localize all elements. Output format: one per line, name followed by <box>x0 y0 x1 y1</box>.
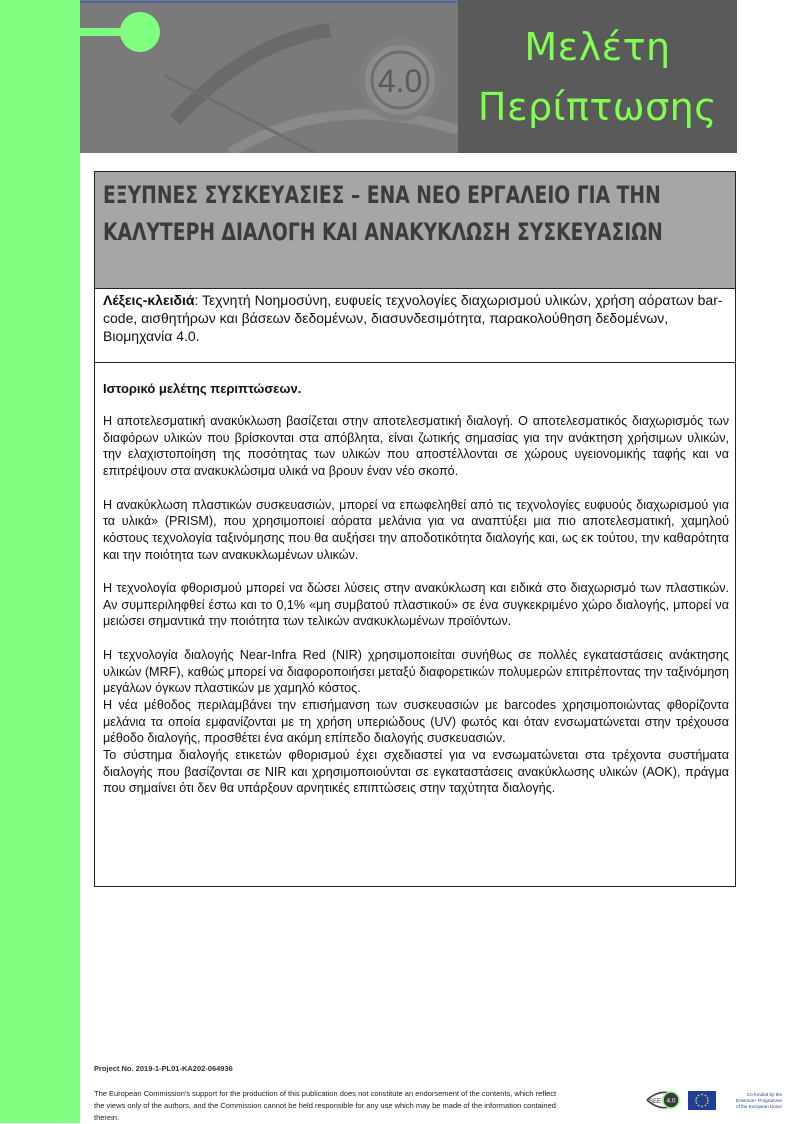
keywords-box <box>94 289 736 363</box>
paragraph-2: Η ανακύκλωση πλαστικών συσκευασιών, μπορεί να επωφεληθεί από τις τεχνολογίες ευφυούς διαχωρισμού για τα υλικά» (PRISM), που χρησιμοποιεί αόρατα μελάνια για να αναπτύξει μια πιο αποτελεσματική, χαμηλού κόστους τεχνολογία ταξινόμησης που θα αυξήσει την αποδοτικότητα διαλογής και, ως εκ τούτου, την καθαρότητα και την ποιότητα των ανακυκλωμένων υλικών. <box>103 497 729 562</box>
header-title-line2: Περίπτωσης <box>477 84 718 129</box>
eu-text-line3: of the European Union <box>736 1104 782 1109</box>
paragraph-1: Η αποτελεσματική ανακύκλωση βασίζεται στην αποτελεσματική διαλογή. Ο αποτελεσματικός διαχωρισμός των διαφόρων υλικών που βρίσκονται στα απόβλητα, είναι ζωτικής σημασίας για την ανάκτηση χρήσιμων υλικών, την ελαχιστοποίηση της ποσότητας των υλικών που αποστέλλονται σε χώρους υγειονομικής ταφής και να επιτρέψουν στα ανακυκλώσιμα υλικά να βρουν έναν νέο σκοπό. <box>103 414 729 479</box>
paragraph-4: Η τεχνολογία διαλογής Near-Infra Red (NIR) χρησιμοποιείται συνήθως σε πολλές εγκαταστάσεις ανάκτησης υλικών (MRF), καθώς μπορεί να διαφοροποιήσει μεταξύ διαφορετικών πολυμερών επιτρέποντας την ταξινόμηση μεγάλων όγκων πλαστικών με χαμηλό κόστος. <box>103 647 729 696</box>
keywords-label: Λέξεις-κλειδιά <box>103 292 195 308</box>
paragraph-5: Η νέα μέθοδος περιλαμβάνει την επισήμανση των συσκευασιών με barcodes χρησιμοποιώντας φθορίζοντα μελάνια τα οποία εμφανίζονται με τη χρήση υπεριώδους (UV) φωτός και όταν ενσωματώνεται στην τρέχουσα μέθοδο διαλογής, προσθέτει ένα ακόμη επίπεδο διαλογής συσκευασιών. <box>103 697 729 746</box>
section-heading: Ιστορικό μελέτης περιπτώσεων. <box>103 381 302 396</box>
paragraph-3: Η τεχνολογία φθορισμού μπορεί να δώσει λύσεις στην ανακύκλωση και ειδικά στο διαχωρισμό των πλαστικών. Αν συμπεριληφθεί έστω και το 0,1% «μη συμβατού πλαστικού» σε ένα συγκεκριμένο χώρο διαλογής, μπορεί να μειώσει σημαντικά την ποιότητα των τελικών ανακυκλωμένων προϊόντων. <box>103 581 729 629</box>
paragraph-6: Το σύστημα διαλογής ετικετών φθορισμού έχει σχεδιαστεί για να ενσωματώνεται στα τρέχοντα συστήματα διαλογής που βασίζονται σε NIR και χρησιμοποιούνται σε εγκαταστάσεις ανακύκλωσης υλικών (ΑΟΚ), πράγμα που σημαίνει ότι δεν θα υπάρξουν αρνητικές επιπτώσεις στην ταχύτητα διαλογής. <box>103 748 729 796</box>
case-study-body <box>94 363 736 887</box>
case-study-title <box>103 177 727 251</box>
header-title-line1: Μελέτη <box>524 24 671 69</box>
header-badge-text: 4.0 <box>377 63 423 99</box>
header-title <box>458 0 737 153</box>
eu-erasmus-logo <box>688 1090 784 1112</box>
page-header-banner <box>80 0 737 153</box>
case-study-title-box <box>94 171 736 289</box>
industry-eye-graphic <box>80 0 458 153</box>
keywords-text: : Τεχνητή Νοημοσύνη, ευφυείς τεχνολογίες διαχωρισμού υλικών, χρήση αόρατων bar-code, αισθητήρων και βάσεων δεδομένων, διασυνδεσιμότητα, παρακολούθηση δεδομένων, Βιομηχανία 4.0. <box>103 292 723 344</box>
see-logo-badge: 4.0 <box>666 1097 676 1105</box>
eu-text-line1: Co-funded by the <box>746 1092 782 1097</box>
title-line1: ΕΞΥΠΝΕΣ ΣΥΣΚΕΥΑΣΙΕΣ – ΕΝΑ ΝΕΟ ΕΡΓΑΛΕΙΟ ΓΙΑ ΤΗΝ <box>103 181 661 209</box>
side-accent-bar <box>0 0 80 1123</box>
eu-text-line2: Erasmus+ Programme <box>735 1098 782 1103</box>
footer-project-number: Project No. 2019-1-PL01-KA202-064936 <box>94 1064 233 1073</box>
title-line2: ΚΑΛΥΤΕΡΗ ΔΙΑΛΟΓΗ ΚΑΙ ΑΝΑΚΥΚΛΩΣΗ ΣΥΣΚΕΥΑΣΙΩΝ <box>103 218 663 246</box>
see-logo-text: SEE <box>649 1099 662 1105</box>
see-logo <box>646 1089 680 1111</box>
footer-disclaimer: The European Commission's support for the production of this publication does not constitute an endorsement of the contents, which reflect the views only of the authors, and the Commission cannot be held responsible for any use which may be made of the information contained therein. <box>94 1089 557 1122</box>
header-graphic <box>80 0 458 153</box>
